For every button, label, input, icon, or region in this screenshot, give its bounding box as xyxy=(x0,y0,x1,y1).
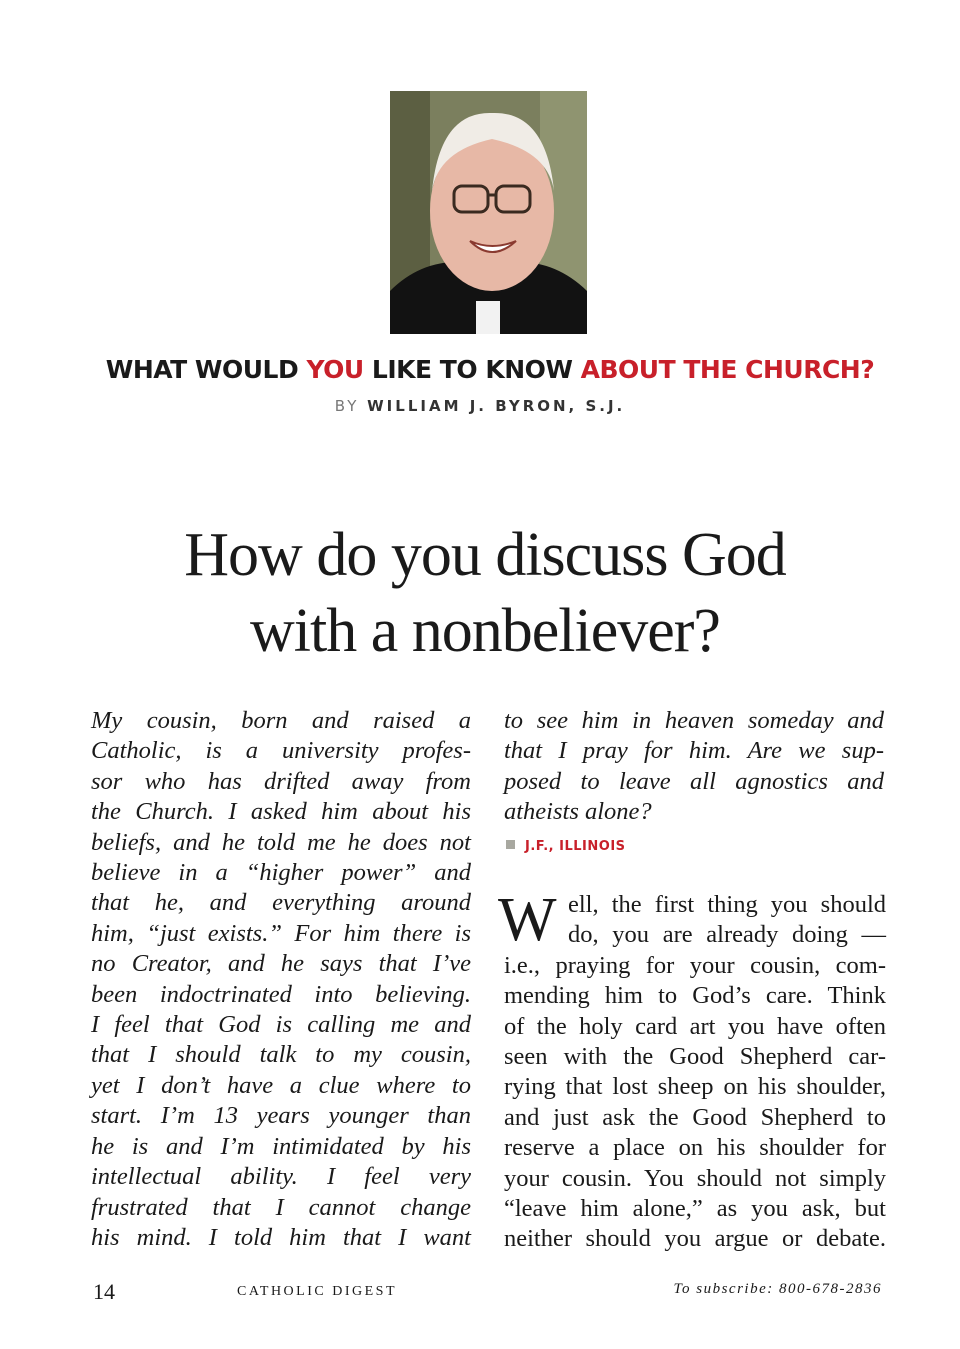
column-heading-part-3: LIKE TO KNOW xyxy=(363,355,581,384)
question-line: that he, and everything around xyxy=(91,889,471,917)
column-heading-part-1: WHAT WOULD xyxy=(105,355,307,384)
question-line: sor who has drifted away from xyxy=(91,767,471,795)
subscribe-info: To subscribe: 800-678-2836 xyxy=(673,1281,882,1297)
headline-line-1: How do you discuss God xyxy=(184,521,786,589)
question-line: atheists alone? xyxy=(504,798,652,826)
question-line: that I should talk to my cousin, xyxy=(91,1041,471,1069)
question-line: to see him in heaven someday and xyxy=(504,707,884,734)
question-line: him, “just exists.” For him there is xyxy=(91,919,471,947)
answer-line: your cousin. You should not simply xyxy=(504,1164,886,1192)
drop-cap: W xyxy=(498,886,557,954)
answer-line: ell, the first thing you should xyxy=(568,891,886,918)
column-heading xyxy=(0,355,960,384)
question-line: no Creator, and he says that I’ve xyxy=(91,950,471,978)
question-line: his mind. I told him that I want xyxy=(91,1223,471,1251)
author-portrait-illustration xyxy=(390,91,587,334)
answer-line: do, you are already doing — xyxy=(568,921,886,949)
signature-text: J.F., ILLINOIS xyxy=(525,839,626,854)
question-text-right-column xyxy=(504,706,884,828)
column-heading-part-2: YOU xyxy=(306,355,364,384)
question-line: believe in a “higher power” and xyxy=(91,859,471,887)
question-line: I feel that God is calling me and xyxy=(91,1011,471,1039)
question-line: beliefs, and he told me he does not xyxy=(91,828,471,856)
question-text-left-column xyxy=(91,706,471,1253)
question-line: Catholic, is a university profes- xyxy=(91,737,471,765)
question-line: that I pray for him. Are we sup- xyxy=(504,737,884,765)
answer-line: and just ask the Good Shepherd to xyxy=(504,1103,886,1131)
column-heading-part-4: ABOUT THE CHURCH? xyxy=(580,355,875,384)
byline-author: WILLIAM J. BYRON, S.J. xyxy=(367,397,626,415)
headline-line-2: with a nonbeliever? xyxy=(250,597,720,665)
byline xyxy=(0,397,960,415)
question-line: been indoctrinated into believing. xyxy=(91,980,471,1008)
question-line: frustrated that I cannot change xyxy=(91,1193,471,1221)
answer-line: i.e., praying for your cousin, com- xyxy=(504,951,886,979)
square-bullet-icon xyxy=(506,840,515,849)
answer-text xyxy=(498,886,886,1255)
question-line: the Church. I asked him about his xyxy=(91,798,471,826)
magazine-name: CATHOLIC DIGEST xyxy=(237,1284,397,1299)
answer-line: seen with the Good Shepherd car- xyxy=(504,1043,886,1071)
question-line: posed to leave all agnostics and xyxy=(504,767,884,795)
page-number: 14 xyxy=(93,1279,115,1304)
answer-line: neither should you argue or debate. xyxy=(504,1225,886,1253)
question-line: intellectual ability. I feel very xyxy=(91,1163,471,1191)
answer-line: of the holy card art you have often xyxy=(504,1012,886,1040)
question-line: start. I’m 13 years younger than xyxy=(91,1102,471,1130)
article-headline xyxy=(60,517,910,669)
question-line: yet I don’t have a clue where to xyxy=(91,1071,471,1099)
answer-line: mending him to God’s care. Think xyxy=(504,982,886,1010)
answer-line: rying that lost sheep on his shoulder, xyxy=(504,1073,886,1101)
author-photo xyxy=(390,91,587,334)
answer-line: reserve a place on his shoulder for xyxy=(504,1134,886,1162)
question-line: My cousin, born and raised a xyxy=(91,707,471,734)
answer-line: “leave him alone,” as you ask, but xyxy=(504,1195,886,1223)
question-line: he is and I’m intimidated by his xyxy=(91,1132,471,1160)
byline-by: BY xyxy=(334,397,360,415)
question-signature xyxy=(506,839,626,854)
